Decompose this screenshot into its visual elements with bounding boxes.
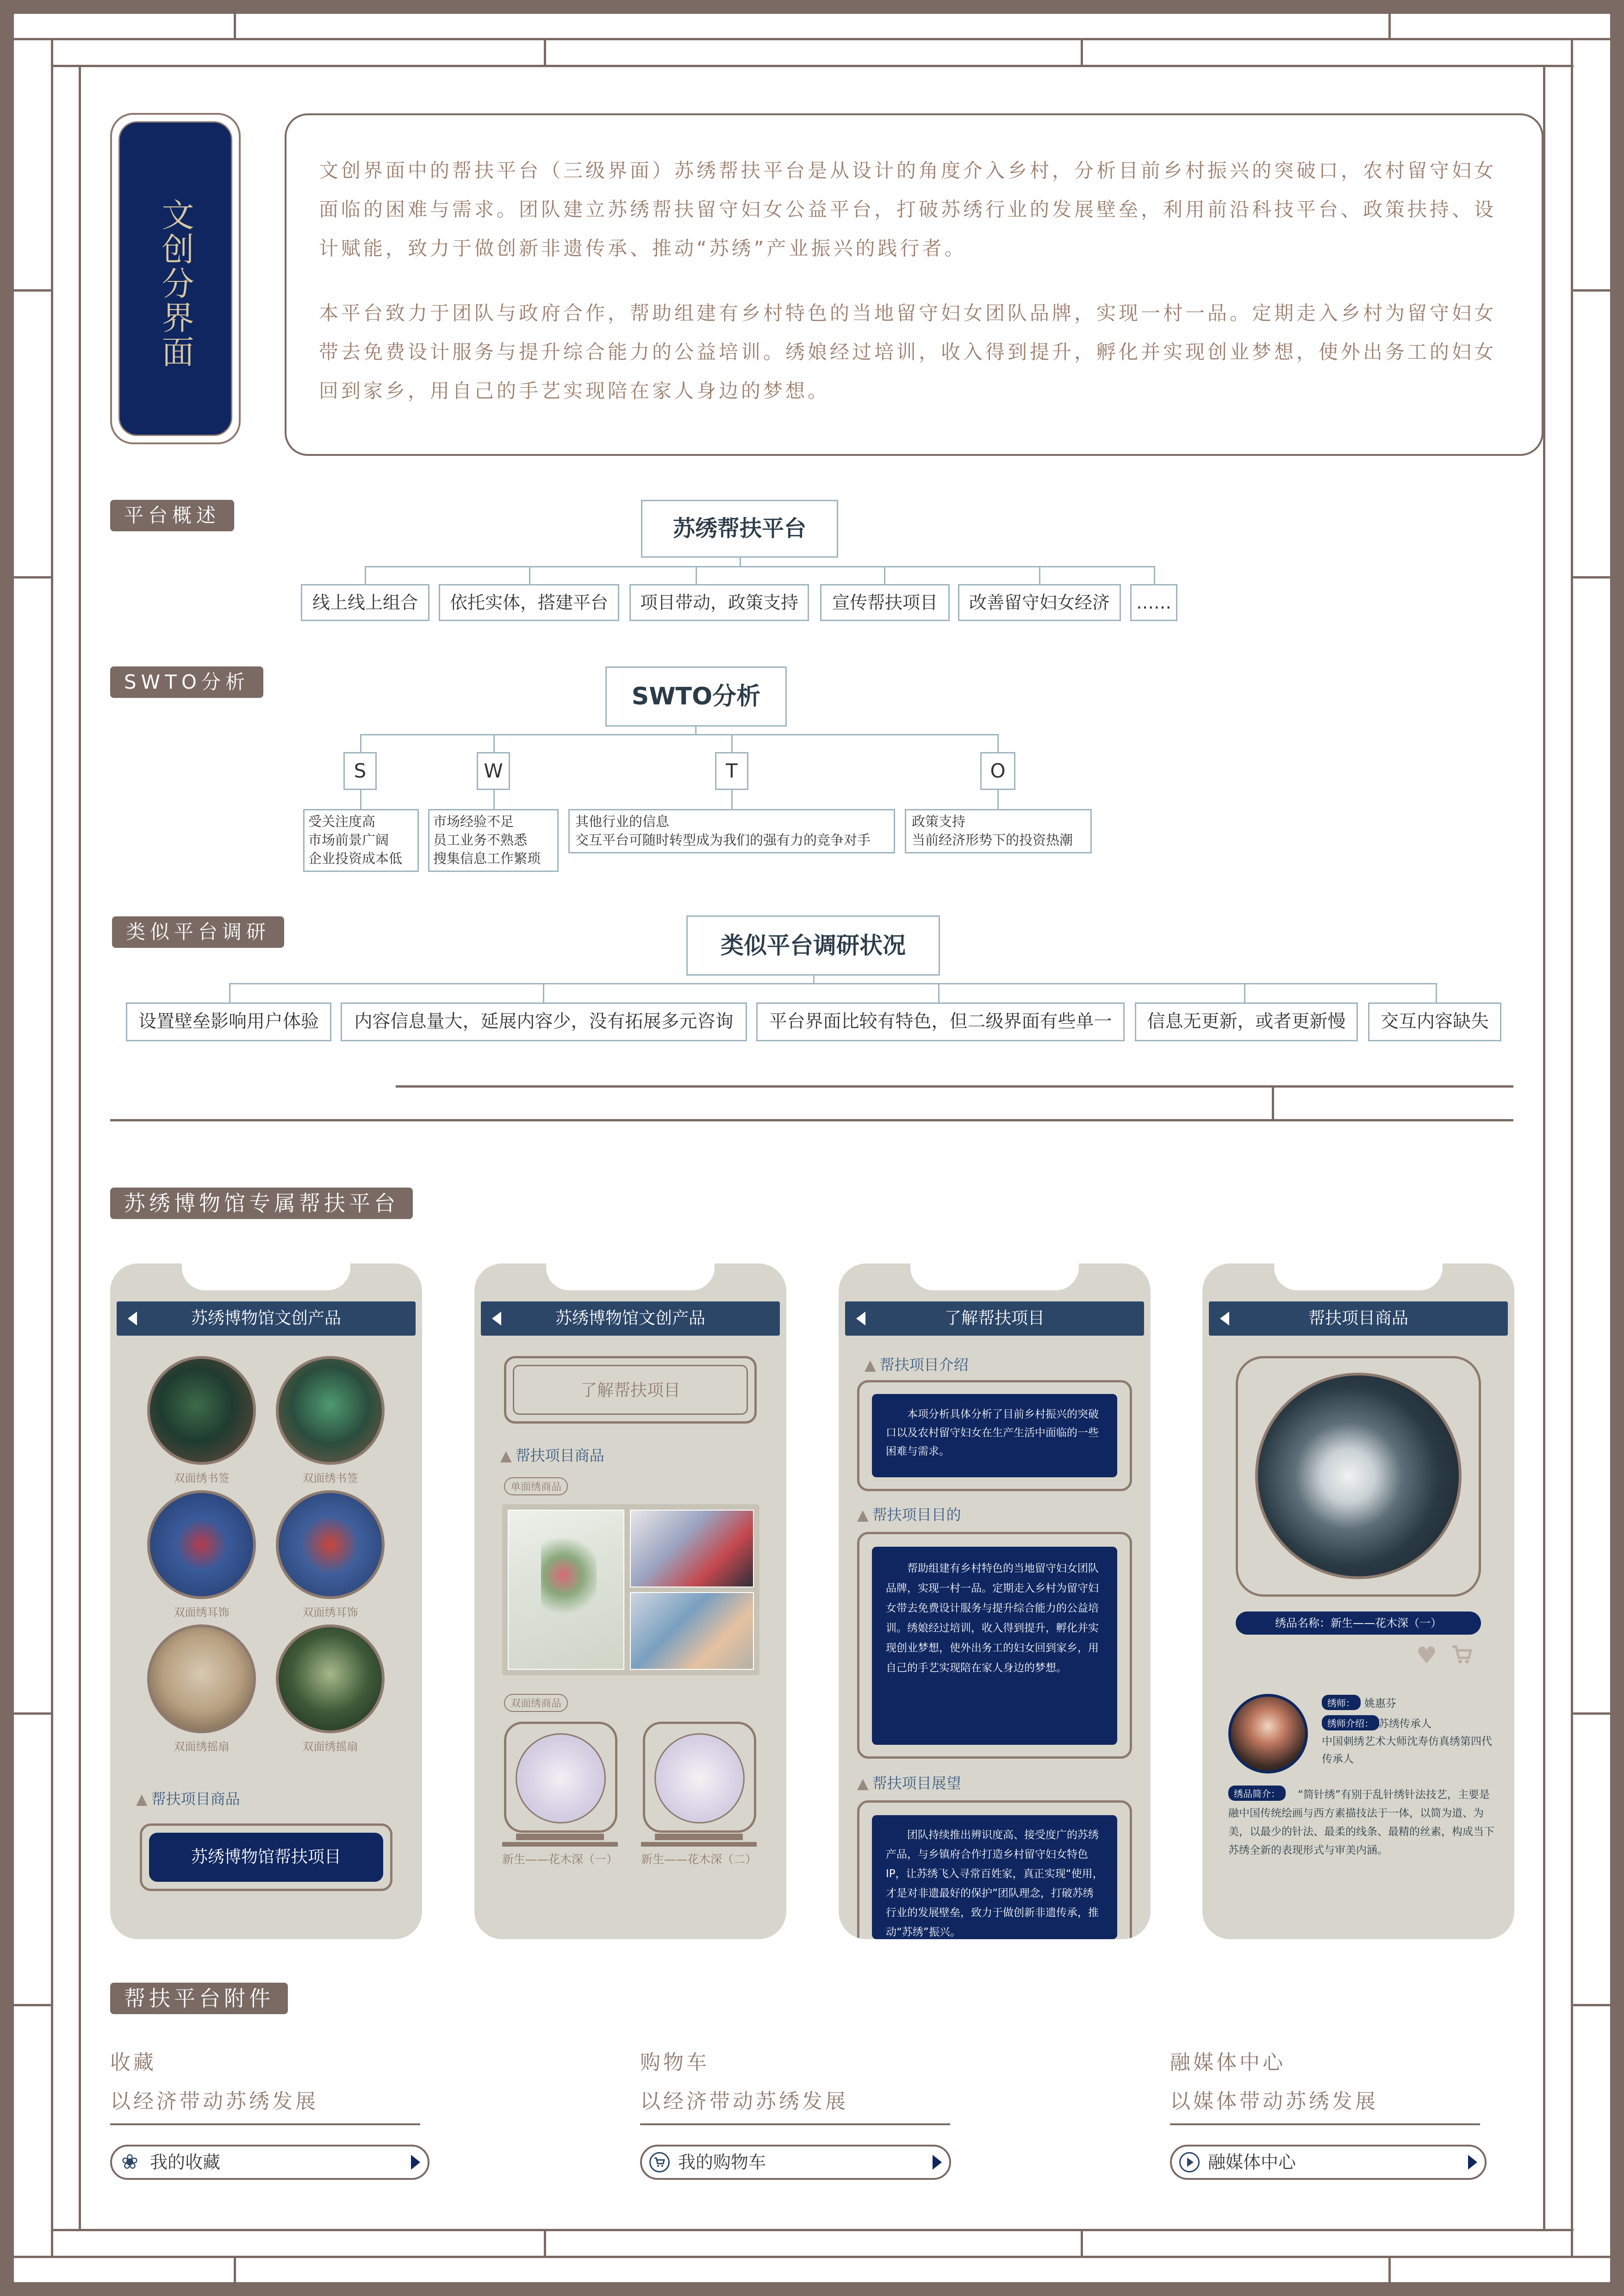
phone-1-section: ▲ 帮扶项目商品 bbox=[136, 1790, 240, 1808]
attach-3-title: 融媒体中心 bbox=[1170, 2051, 1286, 2074]
swot-detail-t: 其他行业的信息 交互平台可随时转型成为我们的强有力的竞争对手 bbox=[568, 809, 895, 853]
swot-letter-o: O bbox=[980, 752, 1015, 790]
cart-icon[interactable] bbox=[1451, 1644, 1473, 1665]
overview-node-6: …… bbox=[1130, 584, 1177, 621]
product-earring-1[interactable] bbox=[147, 1490, 256, 1599]
author-name: 姚惠芬 bbox=[1364, 1698, 1396, 1710]
phone-2-title-bar: 苏绣博物馆文创产品 bbox=[481, 1301, 780, 1336]
overview-node-1: 线上线上组合 bbox=[301, 584, 429, 621]
back-arrow-icon[interactable] bbox=[492, 1312, 501, 1325]
intro-paragraph-2: 本平台致力于团队与政府合作，帮助组建有乡村特色的当地留守妇女团队品牌，实现一村一品。定期走入乡村为留守妇女带去免费设计服务与提升综合能力的公益培训。绣娘经过培训，收入得到提升，孵化并实现创业梦想，使外出务工的妇女回到家乡，用自己的手艺实现陪在家人身边的梦想。 bbox=[319, 302, 1497, 402]
swot-detail-o: 政策支持 当前经济形势下的投资热潮 bbox=[905, 809, 1092, 853]
phone-3-text-1: 本项分析具体分析了目前乡村振兴的突破口以及农村留守妇女在生产生活中面临的一些困难与需求。 bbox=[872, 1394, 1117, 1477]
overview-root: 苏绣帮扶平台 bbox=[641, 500, 838, 558]
intro-badge bbox=[110, 113, 241, 444]
heart-icon[interactable]: ♥ bbox=[1416, 1642, 1437, 1669]
overview-node-3: 项目带动，政策支持 bbox=[629, 584, 809, 621]
product-frame-2[interactable] bbox=[643, 1722, 756, 1833]
phone-3-text-3: 团队持续推出辨识度高、接受度广的苏绣产品，与乡镇府合作打造乡村留守妇女特色IP，让苏绣飞入寻常百姓家，真正实现“使用，才是对非遗最好的保护”团队理念，打破苏绣行业的发展壁垒，致力于做创新非遗传承，推动“苏绣”振兴。 bbox=[872, 1815, 1117, 1939]
phone-1: 苏绣博物馆文创产品 双面绣书签 双面绣书签 双面绣耳饰 双面绣耳饰 双面绣摇扇 双面绣摇扇 ▲ 帮扶项目商品 苏绣博物馆帮扶项目 bbox=[110, 1263, 422, 1939]
intro-tag: 绣师介绍： bbox=[1322, 1715, 1379, 1730]
play-arrow-icon bbox=[1468, 2155, 1477, 2170]
cat-icon: ▲ bbox=[857, 1774, 869, 1792]
phone-3-section-1: ▲ 帮扶项目介绍 bbox=[865, 1356, 969, 1374]
swot-letter-t: T bbox=[715, 752, 748, 790]
research-node-3: 平台界面比较有特色，但二级界面有些单一 bbox=[756, 1002, 1125, 1041]
swot-root: SWTO分析 bbox=[605, 666, 787, 727]
intro-badge-text: 文创分界面 bbox=[156, 198, 194, 369]
back-arrow-icon[interactable] bbox=[1220, 1312, 1229, 1325]
attach-3-sub: 以媒体带动苏绣发展 bbox=[1170, 2090, 1378, 2113]
intro-paragraph-1: 文创界面中的帮扶平台（三级界面）苏绣帮扶平台是从设计的角度介入乡村，分析目前乡村振兴的突破口，农村留守妇女面临的困难与需求。团队建立苏绣帮扶留守妇女公益平台，打破苏绣行业的发展壁垒，利用前沿科技平台、政策扶持、设计赋能，致力于做创新非遗传承、推动“苏绣”产业振兴的践行者。 bbox=[319, 159, 1497, 260]
product-image-3[interactable] bbox=[630, 1592, 754, 1670]
intro-textbox bbox=[285, 113, 1543, 456]
flower-icon: ❀ bbox=[121, 2150, 138, 2174]
phone-3-section-3: ▲ 帮扶项目展望 bbox=[857, 1774, 961, 1792]
play-arrow-icon bbox=[411, 2155, 420, 2170]
cat-icon: ▲ bbox=[500, 1447, 512, 1464]
artist-intro: 苏绣传承人 bbox=[1378, 1718, 1431, 1730]
research-node-5: 交互内容缺失 bbox=[1368, 1002, 1501, 1041]
phone-1-title-bar: 苏绣博物馆文创产品 bbox=[117, 1301, 416, 1336]
learn-project-button[interactable]: 了解帮扶项目 bbox=[504, 1356, 757, 1424]
phone-2: 苏绣博物馆文创产品 了解帮扶项目 ▲ 帮扶项目商品 单面绣商品 双面绣商品 新生——花木深（一） 新生——花木深（二） bbox=[474, 1263, 786, 1939]
museum-tag: 苏绣博物馆专属帮扶平台 bbox=[110, 1188, 413, 1219]
research-node-4: 信息无更新，或者更新慢 bbox=[1135, 1002, 1358, 1041]
phone-3 bbox=[839, 1263, 1151, 1939]
cart-icon bbox=[649, 2152, 670, 2172]
attach-tag: 帮扶平台附件 bbox=[110, 1983, 288, 2014]
product-bookmark-1[interactable] bbox=[147, 1356, 256, 1465]
phone-4 bbox=[1202, 1263, 1514, 1939]
cat-icon: ▲ bbox=[136, 1790, 148, 1808]
product-earring-2[interactable] bbox=[276, 1490, 385, 1599]
cat-icon: ▲ bbox=[857, 1506, 869, 1524]
media-center-button[interactable]: 融媒体中心 bbox=[1170, 2145, 1487, 2180]
back-arrow-icon[interactable] bbox=[128, 1312, 137, 1325]
product-main-image[interactable] bbox=[1255, 1373, 1462, 1579]
phone-3-section-2: ▲ 帮扶项目目的 bbox=[857, 1506, 961, 1524]
swot-detail-s: 受关注度高 市场前景广阔 企业投资成本低 bbox=[303, 809, 419, 872]
attach-1-sub: 以经济带动苏绣发展 bbox=[110, 2090, 318, 2113]
phone-3-text-2: 帮助组建有乡村特色的当地留守妇女团队品牌，实现一村一品。定期走入乡村为留守妇女带去免费设计服务与提升综合能力的公益培训。绣娘经过培训，收入得到提升，孵化并实现创业梦想，使外出务工的妇女回到家乡，用自己的手艺实现陪在家人身边的梦想。 bbox=[872, 1547, 1117, 1745]
product-image-1[interactable] bbox=[508, 1510, 624, 1670]
research-node-2: 内容信息量大，延展内容少，没有拓展多元咨询 bbox=[341, 1002, 747, 1041]
research-node-1: 设置壁垒影响用户体验 bbox=[126, 1002, 331, 1041]
overview-node-5: 改善留守妇女经济 bbox=[958, 584, 1121, 621]
overview-tag: 平台概述 bbox=[110, 500, 234, 531]
phone-3-title-bar: 了解帮扶项目 bbox=[845, 1301, 1144, 1336]
research-root: 类似平台调研状况 bbox=[686, 915, 940, 976]
product-description: “简针绣”有别于乱针绣针法技艺，主要是融中国传统绘画与西方素描技法于一体，以简为道、为美，以最少的针法、最柔的线条、最精的丝素，构成当下苏绣全新的表现形式与审美内涵。 bbox=[1228, 1789, 1494, 1856]
product-frame-1[interactable] bbox=[504, 1722, 617, 1833]
double-side-label: 双面绣商品 bbox=[504, 1694, 568, 1712]
research-tag: 类似平台调研 bbox=[112, 916, 284, 948]
author-tag: 绣师： bbox=[1322, 1695, 1361, 1710]
play-arrow-icon bbox=[933, 2155, 942, 2170]
swot-letter-w: W bbox=[477, 752, 510, 790]
attach-2-sub: 以经济带动苏绣发展 bbox=[640, 2090, 848, 2113]
product-bookmark-2[interactable] bbox=[276, 1356, 385, 1465]
phone-2-section: ▲ 帮扶项目商品 bbox=[500, 1447, 604, 1464]
swot-detail-w: 市场经验不足 员工业务不熟悉 搜集信息工作繁琐 bbox=[428, 809, 559, 872]
product-fan-1[interactable] bbox=[147, 1624, 256, 1733]
divider-long bbox=[110, 1119, 1513, 1121]
product-fan-2[interactable] bbox=[276, 1624, 385, 1733]
attach-2-title: 购物车 bbox=[640, 2051, 709, 2074]
product-name-pill: 绣品名称：新生——花木深（一） bbox=[1236, 1612, 1481, 1635]
swot-letter-s: S bbox=[343, 752, 377, 790]
single-side-label: 单面绣商品 bbox=[504, 1477, 568, 1495]
overview-node-2: 依托实体，搭建平台 bbox=[439, 584, 619, 621]
product-image-2[interactable] bbox=[630, 1510, 754, 1587]
divider-short bbox=[396, 1085, 1513, 1088]
my-favorites-button[interactable]: ❀ 我的收藏 bbox=[110, 2145, 429, 2180]
overview-node-4: 宣传帮扶项目 bbox=[820, 584, 950, 621]
swot-tag: SWTO分析 bbox=[110, 666, 263, 698]
artist-avatar bbox=[1228, 1694, 1308, 1773]
back-arrow-icon[interactable] bbox=[856, 1312, 865, 1325]
artist-intro-2: 中国刺绣艺术大师沈寿仿真绣第四代传承人 bbox=[1322, 1736, 1492, 1765]
attach-1-title: 收藏 bbox=[110, 2051, 156, 2074]
phone-4-title-bar: 帮扶项目商品 bbox=[1209, 1301, 1508, 1336]
cat-icon: ▲ bbox=[865, 1356, 876, 1374]
desc-tag: 绣品简介： bbox=[1228, 1786, 1286, 1801]
museum-project-button[interactable]: 苏绣博物馆帮扶项目 bbox=[149, 1833, 383, 1882]
my-cart-button[interactable]: 我的购物车 bbox=[640, 2145, 951, 2180]
play-circle-icon bbox=[1179, 2152, 1200, 2172]
